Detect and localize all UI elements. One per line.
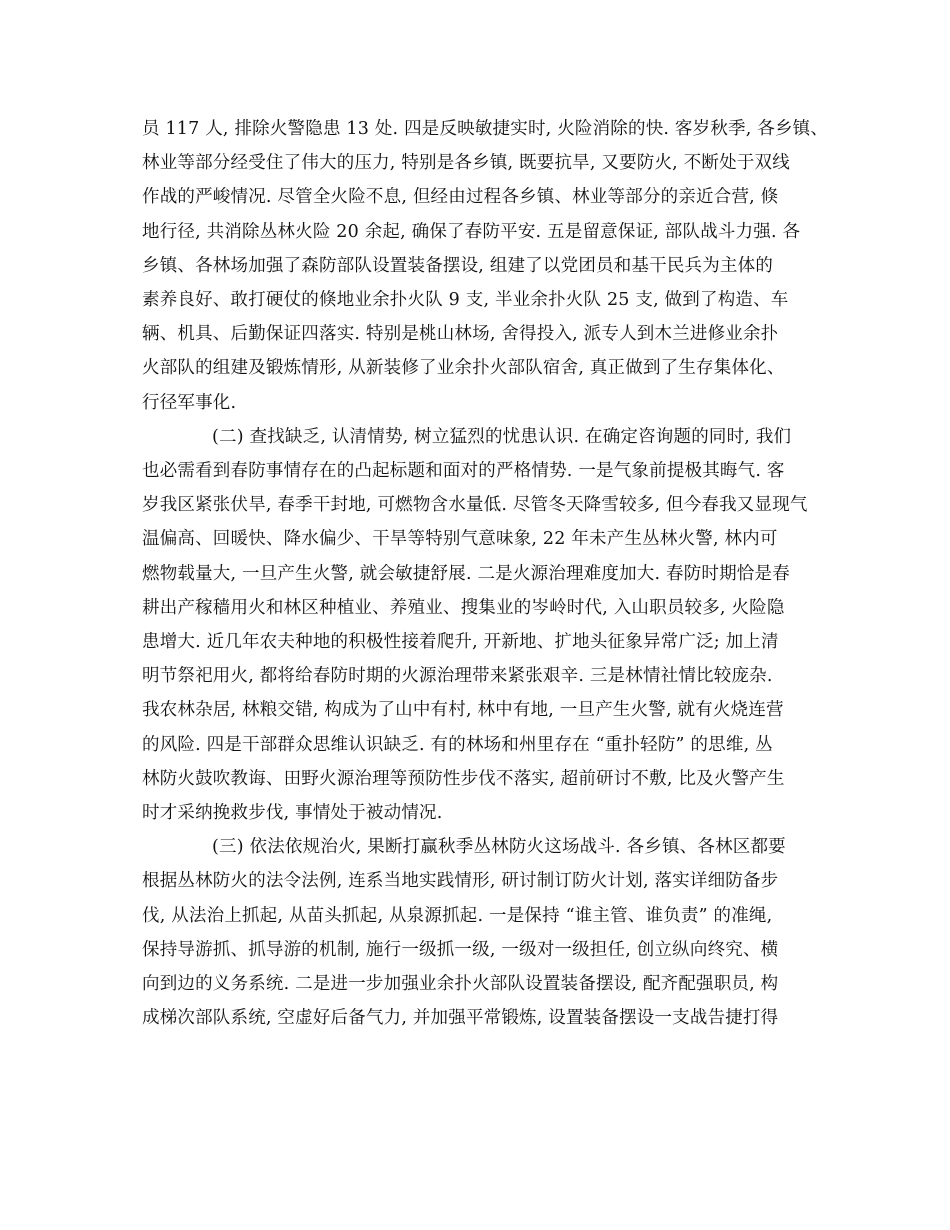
text-line: 作战的严峻情况. 尽管全火险不息, 但经由过程各乡镇、林业等部分的亲近合营, 倏 [142, 187, 779, 208]
text-line: 林业等部分经受住了伟大的压力, 特别是各乡镇, 既要抗旱, 又要防火, 不断处于双线 [142, 153, 790, 174]
text-line: 成梯次部队系统, 空虚好后备气力, 并加强平常锻炼, 设置装备摆设一支战告捷打得 [142, 1008, 779, 1029]
paragraph-three-first-line: (三) 依法依规治火, 果断打赢秋季丛林防火这场战斗. 各乡镇、各林区都要 [212, 837, 786, 858]
text-line: 素养良好、敢打硬仗的倏地业余扑火队 9 支, 半业余扑火队 25 支, 做到了构造、车 [142, 290, 789, 311]
text-line: 保持导游抓、抓导游的机制, 施行一级抓一级, 一级对一级担任, 创立纵向终究、横 [142, 939, 779, 960]
text-line: 火部队的组建及锻炼情形, 从新装修了业余扑火部队宿舍, 真正做到了生存集体化、 [142, 358, 785, 379]
text-line: 耕出产稼穑用火和林区种植业、养殖业、搜集业的岑岭时代, 入山职员较多, 火险隐 [142, 597, 785, 618]
paragraph-two-first-line: (二) 查找缺乏, 认清情势, 树立猛烈的忧患认识. 在确定咨询题的同时, 我们 [212, 426, 792, 447]
text-line: 辆、机具、后勤保证四落实. 特别是桃山林场, 舍得投入, 派专人到木兰进修业余扑 [142, 324, 779, 345]
text-line: 地行径, 共消除丛林火险 20 余起, 确保了春防平安. 五是留意保证, 部队战斗力强. 各 [142, 221, 801, 242]
text-line: 向到边的义务系统. 二是进一步加强业余扑火部队设置装备摆设, 配齐配强职员, 构 [142, 974, 779, 995]
body-text [142, 112, 829, 1035]
text-line: 林防火鼓吹教诲、田野火源治理等预防性步伐不落实, 超前研讨不敷, 比及火警产生 [142, 768, 785, 789]
text-line: 伐, 从法治上抓起, 从苗头抓起, 从泉源抓起. 一是保持 “谁主管、谁负责” 的准绳, [142, 905, 773, 926]
text-line: 员 117 人, 排除火警隐患 13 处. 四是反映敏捷实时, 火险消除的快. 客岁秋季, 各乡镇、 [142, 119, 829, 139]
text-line: 行径军事化. [142, 392, 237, 413]
text-line: 根据丛林防火的法令法例, 连系当地实践情形, 研讨制订防火计划, 落实详细防备步 [142, 871, 779, 892]
text-line: 的风险. 四是干部群众思维认识缺乏. 有的林场和州里存在 “重扑轻防” 的思维, 丛 [142, 734, 773, 755]
text-line: 温偏高、回暖快、降水偏少、干旱等特别气意味象, 22 年未产生丛林火警, 林内可 [142, 529, 778, 550]
text-line: 也必需看到春防事情存在的凸起标题和面对的严格情势. 一是气象前提极其晦气. 客 [142, 461, 785, 482]
text-line: 患增大. 近几年农夫种地的积极性接着爬升, 开新地、扩地头征象异常广泛; 加上清 [142, 632, 779, 653]
text-line: 岁我区紧张伏旱, 春季干封地, 可燃物含水量低. 尽管冬天降雪较多, 但今春我又显现气 [142, 495, 808, 516]
text-line: 时才采纳挽救步伐, 事情处于被动情况. [142, 803, 443, 824]
text-line: 乡镇、各林场加强了森防部队设置装备摆设, 组建了以党团员和基干民兵为主体的 [142, 255, 774, 276]
text-line: 我农林杂居, 林粮交错, 构成为了山中有村, 林中有地, 一旦产生火警, 就有火烧连营 [142, 700, 784, 721]
text-line: 燃物载量大, 一旦产生火警, 就会敏捷舒展. 二是火源治理难度加大. 春防时期恰是春 [142, 563, 790, 584]
text-line: 明节祭祀用火, 都将给春防时期的火源治理带来紧张艰辛. 三是林情社情比较庞杂. [142, 666, 773, 687]
